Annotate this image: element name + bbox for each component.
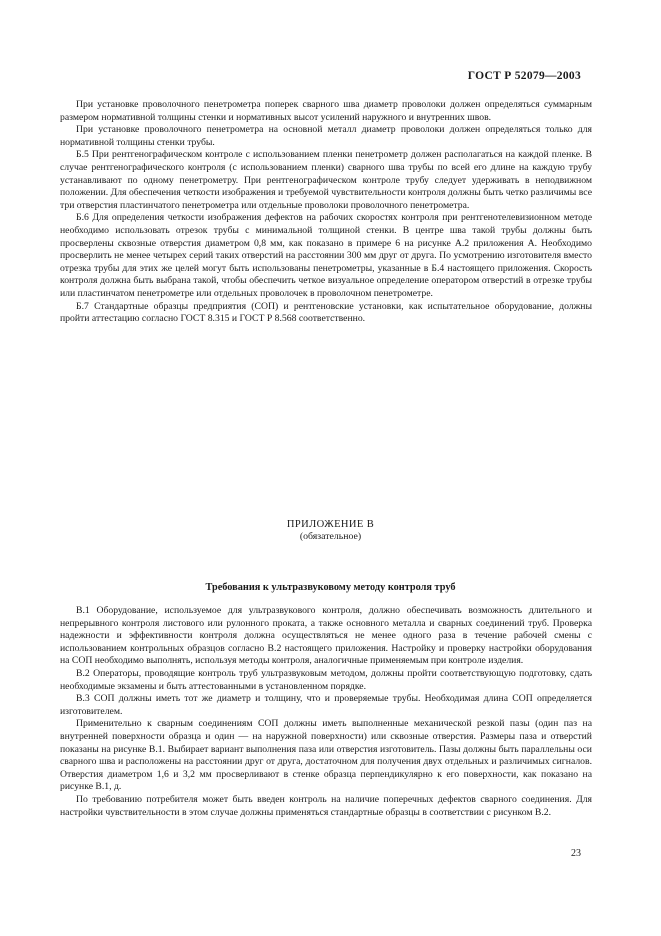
appendix-b-continuation xyxy=(60,99,592,326)
paragraph-b7: Б.7 Стандартные образцы предприятия (СОП) и рентгеновские установки, как испытательное оборудование, должны пройти аттестацию согласно ГОСТ 8.315 и ГОСТ Р 8.568 соответственно. xyxy=(60,300,592,325)
appendix-subtitle: (обязательное) xyxy=(299,531,362,542)
document-code-header: ГОСТ Р 52079—2003 xyxy=(467,70,581,82)
paragraph-c1: В.1 Оборудование, используемое для ультразвукового контроля, должно обеспечивать возможность длительного и непрерывного контроля листового или рулонного проката, а также основного металла и сварных соединений труб. Проверка надежности и эффективности контроля должна осуществляться не менее одного раза в течение рабочей смены с использованием контрольных образцов согласно В.2 настоящего приложения. Настройку и проверку настройки оборудования на СОП необходимо выполнять, используя методы контроля, аналогичные применяемым при контроле изделия. xyxy=(60,605,592,667)
paragraph: При установке проволочного пенетрометра поперек сварного шва диаметр проволоки должен определяться суммарным размером нормативной толщины стенки и нормативных высот усилений наружного и внутренних швов. xyxy=(60,99,592,123)
page-number: 23 xyxy=(571,848,581,859)
section-title: Требования к ультразвуковому методу контроля труб xyxy=(205,582,456,593)
appendix-title: ПРИЛОЖЕНИЕ В xyxy=(286,519,375,530)
paragraph: По требованию потребителя может быть введен контроль на наличие поперечных дефектов сварного соединения. Для настройки чувствительности в этом случае должны применяться стандартные образцы в соответствии с рисунком В.2. xyxy=(60,793,592,818)
paragraph: Применительно к сварным соединениям СОП должны иметь выполненные механической резкой пазы (один паз на внутренней поверхности образца и один — на наружной поверхности) или сквозные отверстия. Размеры паза и отверстий показаны на рисунке В.1. Выбирает вариант выполнения паза или отверстия изготовитель. Пазы должны быть параллельны оси сварного шва и расположены на расстоянии друг от друга, достаточном для получения двух отдельных и различимых сигналов. Отверстия диаметром 1,6 и 3,2 мм просверливают в стенке образца перпендикулярно к его поверхности, как показано на рисунке В.1, д. xyxy=(60,718,592,793)
appendix-c-body xyxy=(60,605,592,819)
paragraph-c2: В.2 Операторы, проводящие контроль труб ультразвуковым методом, должны пройти соответствующую подготовку, сдать необходимые экзамены и быть аттестованными в установленном порядке. xyxy=(60,667,592,692)
paragraph-b5: Б.5 При рентгенографическом контроле с использованием пленки пенетрометр должен располагаться на каждой пленке. В случае рентгенографического контроля (с использованием пленки) сварного шва трубы по всей его длине на каждую трубу устанавливают по одному пенетрометру. При рентгенографическом контроле трубу следует удерживать в неподвижном положении. Для обеспечения четкости изображения и требуемой чувствительности контроля должны быть четко различимы все три отверстия пластинчатого пенетрометра или отдельные проволоки проволочного пенетрометра. xyxy=(60,149,592,211)
paragraph-c3: В.3 СОП должны иметь тот же диаметр и толщину, что и проверяемые трубы. Необходимая длина СОП определяется изготовителем. xyxy=(60,693,592,717)
paragraph: При установке проволочного пенетрометра на основной металл диаметр проволоки должен определяться только для нормативной толщины стенки трубы. xyxy=(60,124,592,148)
paragraph-b6: Б.6 Для определения четкости изображения дефектов на рабочих скоростях контроля при рентгенотелевизионном методе необходимо использовать отрезок трубы с минимальной толщиной стенки. В центре шва такой трубы должны быть просверлены сквозные отверстия диаметром 0,8 мм, как показано в примере 6 на рисунке А.2 приложения А. Необходимо просверлить не менее четырех серий таких отверстий на расстоянии 300 мм друг от друга. По усмотрению изготовителя вместо отрезка трубы для этих же целей могут быть использованы пенетрометры, указанные в Б.4 настоящего приложения. Скорость контроля должна быть выбрана такой, чтобы обеспечить четкое визуальное определение оператором отверстий в отрезке трубы или пластинчатом пенетрометре или отдельных проволочек в проволочном пенетрометре. xyxy=(60,212,592,299)
